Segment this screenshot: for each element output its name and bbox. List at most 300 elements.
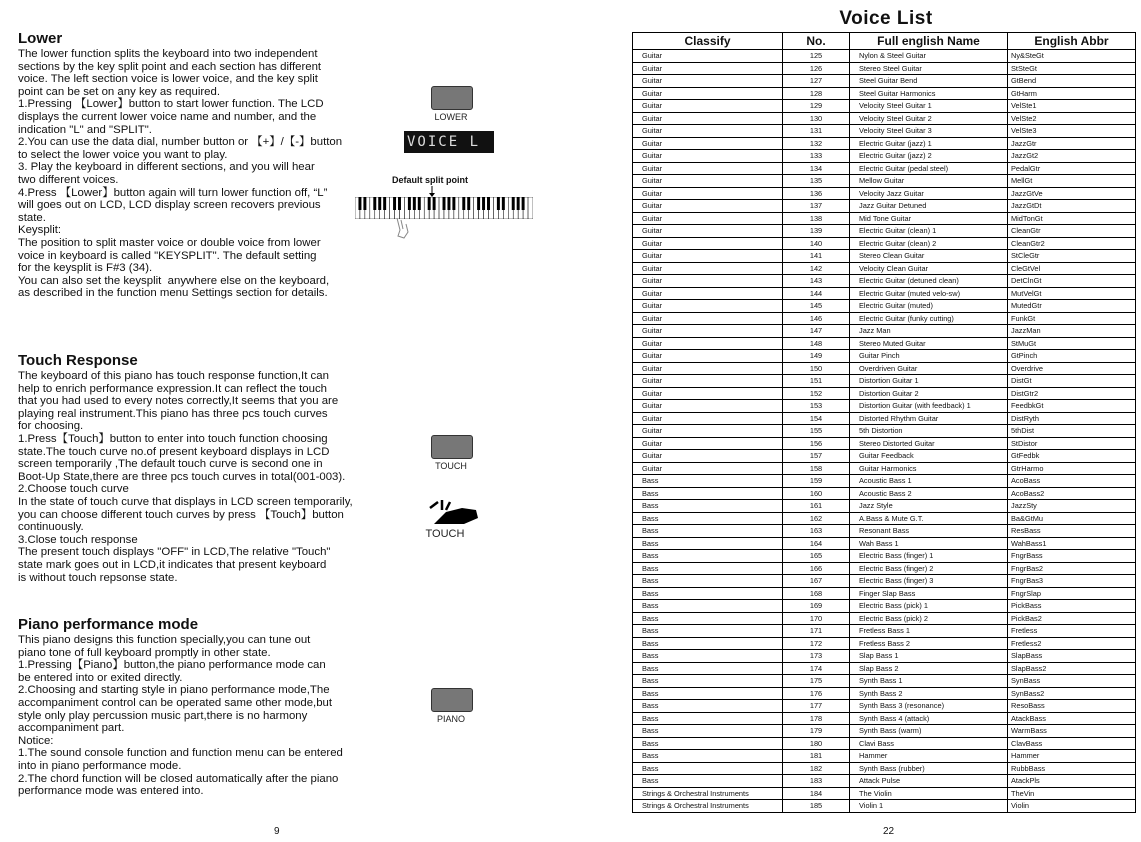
cell-full-name: Velocity Steel Guitar 1 [850,100,1008,113]
cell-number: 177 [783,700,850,713]
cell-number: 183 [783,775,850,788]
cell-full-name: Mellow Guitar [850,175,1008,188]
cell-abbr: FngrBas3 [1008,575,1136,588]
cell-abbr: VelSte1 [1008,100,1136,113]
cell-classify: Bass [633,600,783,613]
black-key [393,197,396,210]
cell-full-name: Guitar Feedback [850,450,1008,463]
cell-abbr: FeedbkGt [1008,400,1136,413]
text-line: 1.Pressing【Piano】button,the piano performance mode can [18,659,326,672]
text-line: state mark goes out in LCD,it indicates that present keyboard [18,558,327,571]
cell-classify: Guitar [633,412,783,425]
cell-number: 127 [783,75,850,88]
text-line: 2.Choosing and starting style in piano performance mode,The [18,684,330,697]
cell-classify: Guitar [633,250,783,263]
cell-number: 180 [783,737,850,750]
cell-abbr: Fretless2 [1008,637,1136,650]
cell-classify: Bass [633,500,783,513]
header-classify: Classify [633,33,783,50]
black-key [383,197,386,210]
cell-number: 163 [783,525,850,538]
cell-classify: Bass [633,512,783,525]
table-row [633,112,1136,125]
cell-number: 167 [783,575,850,588]
cell-full-name: Electric Bass (finger) 2 [850,562,1008,575]
cell-full-name: Velocity Steel Guitar 3 [850,125,1008,138]
table-row [633,700,1136,713]
cell-abbr: Ny&SteGt [1008,50,1136,63]
cell-classify: Guitar [633,387,783,400]
cell-full-name: Electric Guitar (pedal steel) [850,162,1008,175]
cell-number: 168 [783,587,850,600]
cell-abbr: VelSte3 [1008,125,1136,138]
cell-abbr: JazzGtDt [1008,200,1136,213]
cell-full-name: Slap Bass 1 [850,650,1008,663]
cell-number: 144 [783,287,850,300]
cell-abbr: WahBass1 [1008,537,1136,550]
text-line: for the keysplit is F#3 (34). [18,262,153,275]
table-row [633,762,1136,775]
cell-classify: Guitar [633,325,783,338]
table-row [633,137,1136,150]
table-row [633,787,1136,800]
cell-abbr: TheVin [1008,787,1136,800]
cell-full-name: Electric Bass (finger) 1 [850,550,1008,563]
table-row [633,312,1136,325]
cell-number: 172 [783,637,850,650]
table-row [633,187,1136,200]
cell-classify: Guitar [633,262,783,275]
text-line: piano tone of full keyboard promptly in other state. [18,646,271,659]
cell-full-name: Clavi Bass [850,737,1008,750]
cell-classify: Guitar [633,287,783,300]
cell-classify: Bass [633,562,783,575]
cell-classify: Bass [633,587,783,600]
cell-number: 135 [783,175,850,188]
table-row [633,800,1136,813]
table-row [633,475,1136,488]
cell-number: 150 [783,362,850,375]
table-row [633,225,1136,238]
cell-full-name: Mid Tone Guitar [850,212,1008,225]
cell-abbr: AcoBass2 [1008,487,1136,500]
cell-number: 157 [783,450,850,463]
text-line: accompaniment part. [18,722,125,735]
cell-abbr: PickBass [1008,600,1136,613]
cell-classify: Guitar [633,175,783,188]
cell-classify: Guitar [633,225,783,238]
black-key [522,197,525,210]
cell-full-name: Steel Guitar Harmonics [850,87,1008,100]
text-line: continuously. [18,521,84,534]
cell-number: 164 [783,537,850,550]
touch-section [18,352,390,584]
cell-number: 143 [783,275,850,288]
cell-abbr: DistGtr2 [1008,387,1136,400]
cell-abbr: PedalGtr [1008,162,1136,175]
text-line: accompaniment control can be operated same other mode,but [18,696,333,709]
cell-full-name: Electric Guitar (jazz) 1 [850,137,1008,150]
cell-number: 130 [783,112,850,125]
cell-number: 134 [783,162,850,175]
cell-full-name: Stereo Clean Guitar [850,250,1008,263]
cell-classify: Guitar [633,350,783,363]
cell-full-name: Guitar Harmonics [850,462,1008,475]
cell-full-name: Distortion Guitar 1 [850,375,1008,388]
cell-classify: Bass [633,762,783,775]
cell-abbr: SlapBass [1008,650,1136,663]
table-row [633,62,1136,75]
text-line: state.The touch curve no.of present keyboard displays in LCD [18,445,330,458]
cell-full-name: Distortion Guitar (with feedback) 1 [850,400,1008,413]
text-line: Notice: [18,734,54,747]
text-line: 3.Close touch response [18,533,138,546]
table-row [633,725,1136,738]
cell-abbr: FngrBas2 [1008,562,1136,575]
black-key [378,197,381,210]
text-line: to select the lower voice you want to play. [18,148,228,161]
table-row [633,250,1136,263]
cell-number: 161 [783,500,850,513]
cell-abbr: 5thDist [1008,425,1136,438]
table-row [633,487,1136,500]
cell-classify: Guitar [633,200,783,213]
cell-classify: Guitar [633,212,783,225]
cell-classify: Strings & Orchestral Instruments [633,800,783,813]
cell-full-name: Distortion Guitar 2 [850,387,1008,400]
table-row [633,450,1136,463]
cell-classify: Guitar [633,300,783,313]
cell-full-name: Synth Bass (rubber) [850,762,1008,775]
split-point-label: Default split point [392,175,468,185]
table-row [633,625,1136,638]
table-row [633,300,1136,313]
black-key [443,197,446,210]
touch-hand-icon [428,500,480,526]
black-key [502,197,505,210]
cell-full-name: Synth Bass 3 (resonance) [850,700,1008,713]
cell-number: 149 [783,350,850,363]
cell-full-name: Velocity Clean Guitar [850,262,1008,275]
cell-number: 166 [783,562,850,575]
cell-number: 153 [783,400,850,413]
cell-classify: Guitar [633,337,783,350]
cell-abbr: GtrHarmo [1008,462,1136,475]
cell-abbr: JazzSty [1008,500,1136,513]
text-line: Boot-Up State,there are three pcs touch curves in total(001-003). [18,470,346,483]
text-line: In the state of touch curve that displays in LCD screen temporarily, [18,495,353,508]
cell-number: 136 [783,187,850,200]
text-line: two different voices. [18,173,119,186]
cell-number: 155 [783,425,850,438]
cell-abbr: JazzMan [1008,325,1136,338]
black-key [358,197,361,210]
text-line: will goes out on LCD, LCD display screen recovers previous [18,199,321,212]
cell-number: 181 [783,750,850,763]
table-row [633,562,1136,575]
pressing-hand-icon [392,216,412,240]
cell-full-name: Acoustic Bass 2 [850,487,1008,500]
cell-classify: Guitar [633,137,783,150]
table-row [633,575,1136,588]
cell-full-name: Violin 1 [850,800,1008,813]
cell-number: 185 [783,800,850,813]
text-line: The keyboard of this piano has touch response function,It can [18,370,329,382]
cell-number: 178 [783,712,850,725]
table-row [633,75,1136,88]
cell-full-name: Resonant Bass [850,525,1008,538]
text-line: You can also set the keysplit anywhere else on the keyboard, [18,274,330,287]
text-line: 2.You can use the data dial, number button or 【+】/【-】button [18,136,343,149]
cell-abbr: Fretless [1008,625,1136,638]
cell-number: 184 [783,787,850,800]
touch-button-label: TOUCH [435,461,467,471]
cell-full-name: A.Bass & Mute G.T. [850,512,1008,525]
table-row [633,287,1136,300]
cell-full-name: Velocity Jazz Guitar [850,187,1008,200]
cell-full-name: Jazz Guitar Detuned [850,200,1008,213]
text-line: Keysplit: [18,224,62,237]
cell-abbr: StDistor [1008,437,1136,450]
text-line: displays the current lower voice name and number, and the [18,110,317,123]
cell-number: 132 [783,137,850,150]
white-key [528,197,533,219]
cell-classify: Bass [633,675,783,688]
voice-table-header [633,33,1136,50]
cell-abbr: SynBass2 [1008,687,1136,700]
text-line: sections by the key split point and each section has different [18,60,322,73]
text-line: that you had used to every notes correctly,It seems that you are [18,395,339,408]
cell-abbr: MutVelGt [1008,287,1136,300]
text-line: This piano designs this function specially,you can tune out [18,634,311,646]
cell-classify: Bass [633,687,783,700]
table-row [633,387,1136,400]
table-row [633,637,1136,650]
cell-classify: Guitar [633,112,783,125]
voice-list-title: Voice List [839,8,933,29]
cell-full-name: Synth Bass 1 [850,675,1008,688]
cell-number: 145 [783,300,850,313]
cell-full-name: Synth Bass 4 (attack) [850,712,1008,725]
touch-title: Touch Response [18,352,138,369]
piano-button [431,688,473,712]
black-key [452,197,455,210]
cell-full-name: 5th Distortion [850,425,1008,438]
cell-number: 174 [783,662,850,675]
table-row [633,212,1136,225]
cell-full-name: Electric Bass (pick) 2 [850,612,1008,625]
header-number: No. [783,33,850,50]
cell-classify: Strings & Orchestral Instruments [633,787,783,800]
black-key [433,197,436,210]
voice-table [632,32,1136,813]
cell-abbr: FngrBass [1008,550,1136,563]
black-key [398,197,401,210]
cell-full-name: Stereo Steel Guitar [850,62,1008,75]
text-line: 4.Press 【Lower】button again will turn lower function off, “L” [18,186,328,199]
cell-number: 146 [783,312,850,325]
table-row [633,200,1136,213]
black-key [512,197,515,210]
cell-number: 148 [783,337,850,350]
text-line: is without touch repsonse state. [18,571,178,584]
table-row [633,162,1136,175]
cell-classify: Bass [633,625,783,638]
cell-abbr: DistGt [1008,375,1136,388]
cell-classify: Guitar [633,87,783,100]
text-line: help to enrich performance expression.It can reflect the touch [18,382,327,395]
cell-number: 128 [783,87,850,100]
cell-full-name: Stereo Distorted Guitar [850,437,1008,450]
cell-abbr: PickBas2 [1008,612,1136,625]
table-row [633,337,1136,350]
cell-abbr: MellGt [1008,175,1136,188]
text-line: 3. Play the keyboard in different sections, and you will hear [18,161,315,174]
cell-number: 138 [783,212,850,225]
cell-full-name: Electric Guitar (funky cutting) [850,312,1008,325]
cell-abbr: MutedGtr [1008,300,1136,313]
table-row [633,412,1136,425]
lower-body [18,48,390,300]
black-key [428,197,431,210]
text-line: be entered into or exited directly. [18,671,183,684]
cell-number: 175 [783,675,850,688]
cell-abbr: CleanGtr2 [1008,237,1136,250]
table-row [633,462,1136,475]
cell-full-name: Finger Slap Bass [850,587,1008,600]
cell-abbr: AtackPls [1008,775,1136,788]
text-line: 2.Choose touch curve [18,483,129,496]
cell-number: 179 [783,725,850,738]
cell-full-name: Electric Bass (finger) 3 [850,575,1008,588]
lower-button [431,86,473,110]
cell-abbr: WarmBass [1008,725,1136,738]
cell-classify: Guitar [633,125,783,138]
table-row [633,125,1136,138]
cell-full-name: Jazz Style [850,500,1008,513]
text-line: The position to split master voice or double voice from lower [18,236,321,249]
cell-number: 182 [783,762,850,775]
cell-classify: Bass [633,525,783,538]
table-row [633,775,1136,788]
cell-full-name: Synth Bass (warm) [850,725,1008,738]
cell-classify: Bass [633,750,783,763]
cell-classify: Bass [633,662,783,675]
cell-abbr: GtFedbk [1008,450,1136,463]
cell-number: 156 [783,437,850,450]
cell-classify: Guitar [633,450,783,463]
table-row [633,550,1136,563]
cell-abbr: FngrSlap [1008,587,1136,600]
cell-full-name: Electric Guitar (detuned clean) [850,275,1008,288]
table-row [633,375,1136,388]
black-key [517,197,520,210]
cell-classify: Bass [633,575,783,588]
text-line: 1.Pressing 【Lower】button to start lower function. The LCD [18,98,324,111]
table-row [633,437,1136,450]
black-key [413,197,416,210]
cell-number: 171 [783,625,850,638]
cell-abbr: ResBass [1008,525,1136,538]
black-key [363,197,366,210]
black-key [418,197,421,210]
cell-abbr: ClavBass [1008,737,1136,750]
cell-number: 169 [783,600,850,613]
cell-abbr: VelSte2 [1008,112,1136,125]
black-key [467,197,470,210]
cell-full-name: Steel Guitar Bend [850,75,1008,88]
cell-full-name: Overdriven Guitar [850,362,1008,375]
cell-abbr: SlapBass2 [1008,662,1136,675]
cell-classify: Guitar [633,437,783,450]
cell-full-name: Synth Bass 2 [850,687,1008,700]
lower-button-label: LOWER [434,112,468,122]
cell-abbr: StSteGt [1008,62,1136,75]
cell-number: 176 [783,687,850,700]
cell-classify: Guitar [633,150,783,163]
cell-number: 162 [783,512,850,525]
cell-number: 160 [783,487,850,500]
cell-abbr: SynBass [1008,675,1136,688]
cell-number: 159 [783,475,850,488]
piano-title: Piano performance mode [18,616,199,633]
cell-number: 142 [783,262,850,275]
table-row [633,587,1136,600]
cell-number: 151 [783,375,850,388]
lower-section [18,30,390,300]
cell-classify: Guitar [633,312,783,325]
text-line: The present touch displays "OFF" in LCD,The relative "Touch" [18,546,331,559]
cell-abbr: GtBend [1008,75,1136,88]
cell-abbr: GtPinch [1008,350,1136,363]
table-row [633,425,1136,438]
cell-classify: Bass [633,612,783,625]
cell-full-name: Electric Guitar (clean) 1 [850,225,1008,238]
table-row [633,87,1136,100]
table-row [633,50,1136,63]
cell-full-name: Hammer [850,750,1008,763]
table-row [633,687,1136,700]
table-row [633,237,1136,250]
cell-classify: Guitar [633,425,783,438]
table-row [633,675,1136,688]
cell-full-name: Velocity Steel Guitar 2 [850,112,1008,125]
cell-full-name: Electric Guitar (muted) [850,300,1008,313]
table-row [633,600,1136,613]
cell-classify: Guitar [633,62,783,75]
cell-number: 131 [783,125,850,138]
cell-classify: Bass [633,737,783,750]
text-line: 1.Press【Touch】button to enter into touch function choosing [18,432,328,445]
table-row [633,750,1136,763]
black-key [447,197,450,210]
table-row [633,537,1136,550]
black-key [373,197,376,210]
cell-classify: Bass [633,637,783,650]
cell-classify: Guitar [633,275,783,288]
cell-classify: Bass [633,650,783,663]
cell-abbr: JazzGtr [1008,137,1136,150]
cell-full-name: Electric Guitar (clean) 2 [850,237,1008,250]
black-key [482,197,485,210]
cell-number: 154 [783,412,850,425]
table-row [633,400,1136,413]
cell-abbr: Violin [1008,800,1136,813]
cell-classify: Guitar [633,400,783,413]
cell-full-name: Guitar Pinch [850,350,1008,363]
cell-number: 141 [783,250,850,263]
table-row [633,525,1136,538]
